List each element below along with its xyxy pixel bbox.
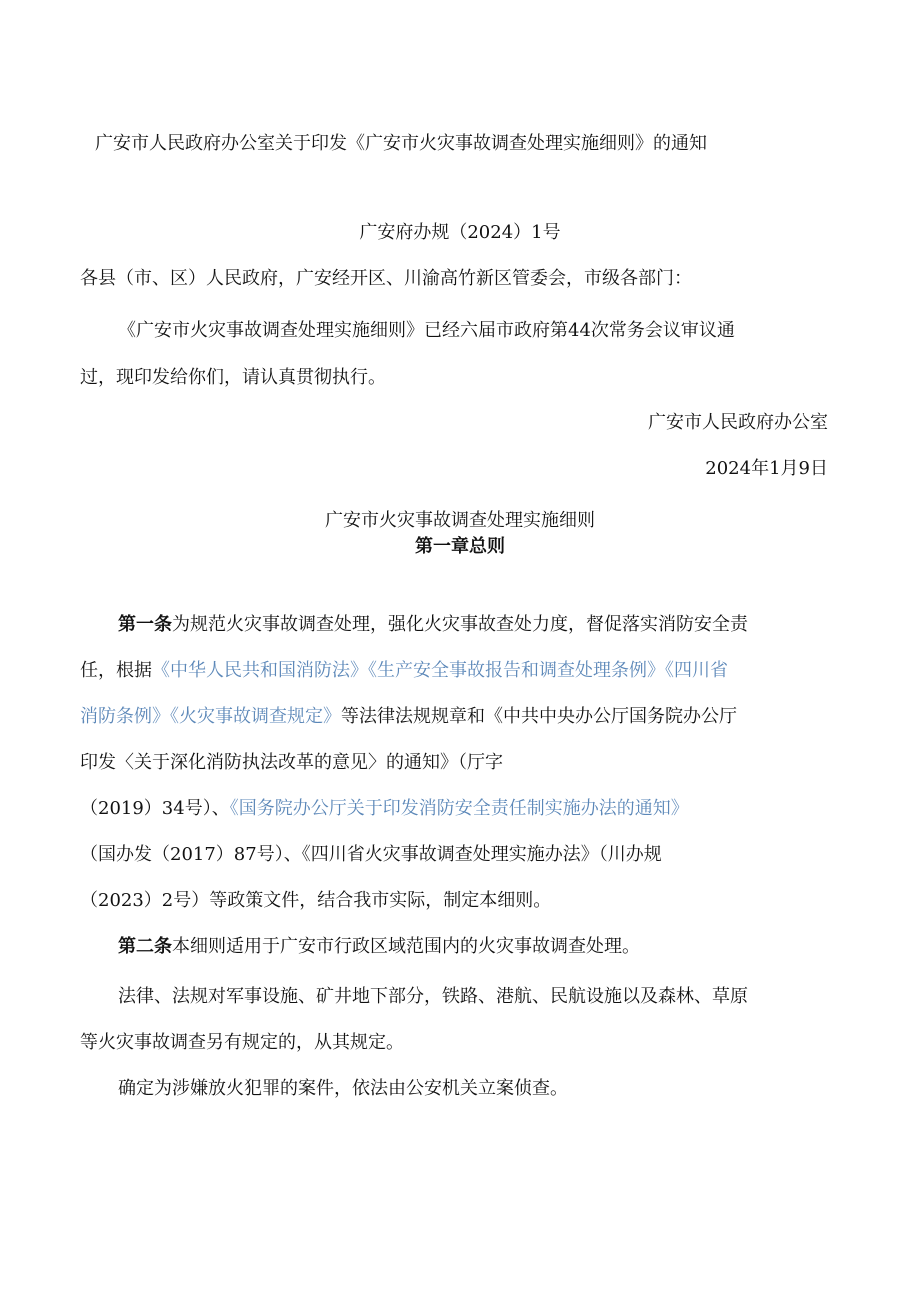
document-number: 广安府办规（2024）1号 [359, 222, 561, 243]
article-2-para-2-line-1: 法律、法规对军事设施、矿井地下部分，铁路、港航、民航设施以及森林、草原 [118, 986, 748, 1007]
article-1-text: （2019）34号）、 [80, 798, 230, 819]
article-1-label: 第一条 [118, 614, 172, 635]
article-1-line-5 [80, 796, 689, 822]
rules-title: 广安市火灾事故调查处理实施细则 [325, 510, 595, 531]
notice-body-line-1: 《广安市火灾事故调查处理实施细则》已经六届市政府第44次常务会议审议通 [118, 320, 735, 341]
notice-title: 广安市人民政府办公室关于印发《广安市火灾事故调查处理实施细则》的通知 [95, 133, 707, 154]
issuer: 广安市人民政府办公室 [648, 412, 828, 433]
notice-body-line-2: 过，现印发给你们，请认真贯彻执行。 [80, 367, 386, 388]
article-2-para-2-line-2: 等火灾事故调查另有规定的，从其规定。 [80, 1032, 404, 1053]
article-1-text: 为规范火灾事故调查处理，强化火灾事故查处力度，督促落实消防安全责 [172, 614, 748, 635]
article-2-line-1 [118, 934, 640, 960]
article-1-text: 任，根据 [80, 660, 152, 681]
issue-date: 2024年1月9日 [705, 458, 828, 479]
article-2-text: 本细则适用于广安市行政区域范围内的火灾事故调查处理。 [172, 936, 640, 957]
article-2-label: 第二条 [118, 936, 172, 957]
article-1-line-1 [118, 612, 748, 638]
article-1-line-7: （2023）2号）等政策文件，结合我市实际，制定本细则。 [80, 890, 552, 911]
law-link[interactable]: 《中华人民共和国消防法》《生产安全事故报告和调查处理条例》《四川省 [152, 660, 728, 681]
policy-link[interactable]: 《国务院办公厅关于印发消防安全责任制实施办法的通知》 [229, 798, 689, 819]
recipients: 各县（市、区）人民政府，广安经开区、川渝高竹新区管委会，市级各部门： [80, 268, 692, 289]
article-1-line-2 [80, 658, 728, 684]
article-1-line-3 [80, 704, 737, 730]
chapter-heading: 第一章总则 [415, 536, 505, 557]
article-2-para-3: 确定为涉嫌放火犯罪的案件，依法由公安机关立案侦查。 [118, 1078, 568, 1099]
article-1-line-4: 印发〈关于深化消防执法改革的意见〉的通知》（厅字 [80, 752, 503, 773]
article-1-line-6: （国办发（2017）87号）、《四川省火灾事故调查处理实施办法》（川办规 [80, 844, 662, 865]
article-1-text: 等法律法规规章和《中共中央办公厅国务院办公厅 [341, 706, 737, 727]
law-link[interactable]: 消防条例》《火灾事故调查规定》 [80, 706, 341, 727]
